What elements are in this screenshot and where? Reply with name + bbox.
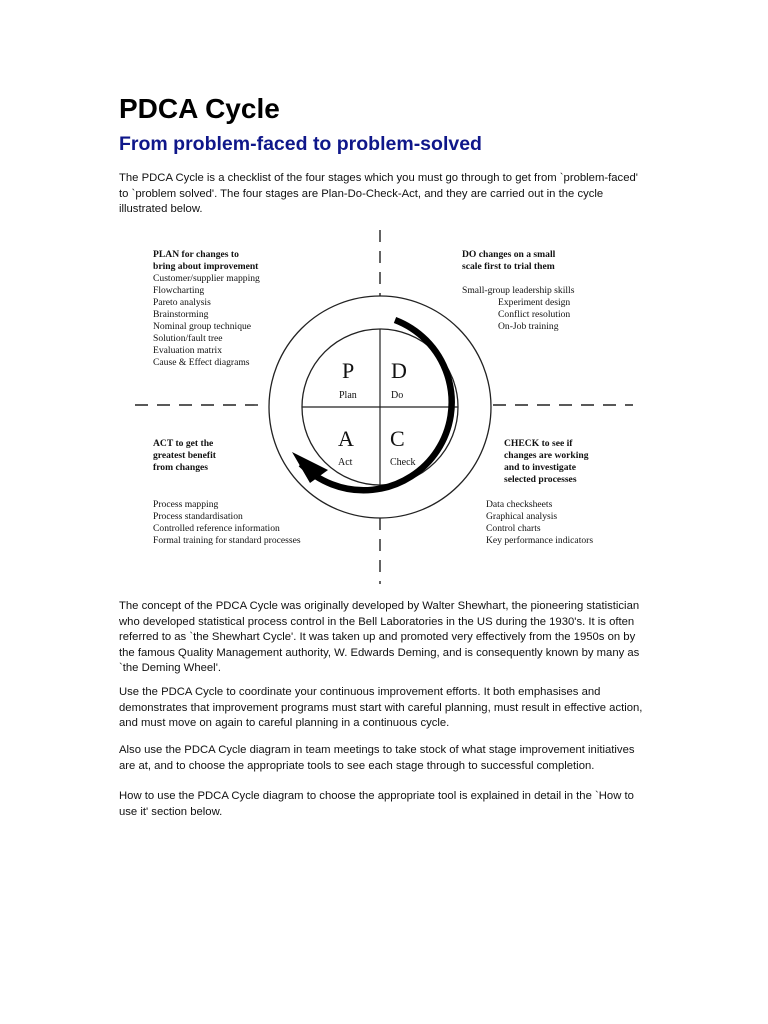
plan-tool: Solution/fault tree (153, 333, 223, 344)
check-block (486, 438, 593, 546)
team-meetings-paragraph: Also use the PDCA Cycle diagram in team meetings to take stock of what stage improvement initiatives are at, and to choose the appropriate tools to see each stage through to successful completion. (119, 744, 635, 772)
do-tool: Conflict resolution (498, 309, 571, 320)
page-subtitle: From problem-faced to problem-solved (119, 133, 482, 155)
act-heading-line: ACT to get the (153, 438, 214, 449)
check-heading-line: changes are working (504, 450, 589, 461)
intro-paragraph: The PDCA Cycle is a checklist of the four stages which you must go through to get from `problem-faced' to `problem solved'. The four stages are Plan-Do-Check-Act, and they are carried out in the cycle illustrated below. (119, 172, 638, 215)
act-tool: Process standardisation (153, 511, 243, 522)
plan-tool: Cause & Effect diagrams (153, 357, 250, 368)
pdca-diagram (135, 228, 635, 588)
check-heading-line: selected processes (504, 474, 577, 485)
page-title: PDCA Cycle (119, 93, 280, 124)
check-tool: Control charts (486, 523, 541, 534)
plan-heading-line: PLAN for changes to (153, 249, 239, 260)
do-word: Do (391, 390, 404, 401)
act-tool: Formal training for standard processes (153, 535, 301, 546)
do-block (462, 249, 575, 332)
cycle-arrow (301, 320, 452, 490)
check-tool: Data checksheets (486, 499, 553, 510)
plan-tool: Evaluation matrix (153, 345, 223, 356)
how-to-paragraph: How to use the PDCA Cycle diagram to choose the appropriate tool is explained in detail in the `How to use it' section below. (119, 790, 634, 818)
act-word: Act (338, 457, 353, 468)
plan-letter: P (342, 358, 355, 383)
do-heading-line: DO changes on a small (462, 249, 556, 260)
plan-tool: Brainstorming (153, 309, 209, 320)
do-tool: Small-group leadership skills (462, 285, 575, 296)
do-tool: Experiment design (498, 297, 571, 308)
plan-word: Plan (339, 390, 357, 401)
plan-tool: Pareto analysis (153, 297, 211, 308)
check-letter: C (390, 426, 405, 451)
act-block (153, 438, 301, 546)
act-tool: Controlled reference information (153, 523, 280, 534)
act-letter: A (338, 426, 354, 451)
do-letter: D (391, 358, 407, 383)
plan-tool: Customer/supplier mapping (153, 273, 260, 284)
do-tool: On-Job training (498, 321, 559, 332)
usage-paragraph: Use the PDCA Cycle to coordinate your continuous improvement efforts. It both emphasises and demonstrates that improvement programs must start with careful planning, must result in effective action, and must move on again to careful planning in a continuous cycle. (119, 686, 643, 729)
check-word: Check (390, 457, 416, 468)
act-heading-line: from changes (153, 462, 208, 473)
plan-heading-line: bring about improvement (153, 261, 259, 272)
act-heading-line: greatest benefit (153, 450, 216, 461)
plan-tool: Nominal group technique (153, 321, 252, 332)
check-tool: Graphical analysis (486, 511, 558, 522)
check-heading-line: and to investigate (504, 462, 576, 473)
check-heading-line: CHECK to see if (504, 438, 573, 449)
plan-tool: Flowcharting (153, 285, 205, 296)
check-tool: Key performance indicators (486, 535, 594, 546)
act-tool: Process mapping (153, 499, 219, 510)
plan-block (153, 249, 260, 368)
history-paragraph: The concept of the PDCA Cycle was originally developed by Walter Shewhart, the pioneering statistician who developed statistical process control in the Bell Laboratories in the US during the 1930's. It is often referred to as `the Shewhart Cycle'. It was taken up and promoted very effectively from the 1950s on by the famous Quality Management authority, W. Edwards Deming, and is consequently known by many as `the Deming Wheel'. (119, 600, 640, 674)
do-heading-line: scale first to trial them (462, 261, 555, 272)
